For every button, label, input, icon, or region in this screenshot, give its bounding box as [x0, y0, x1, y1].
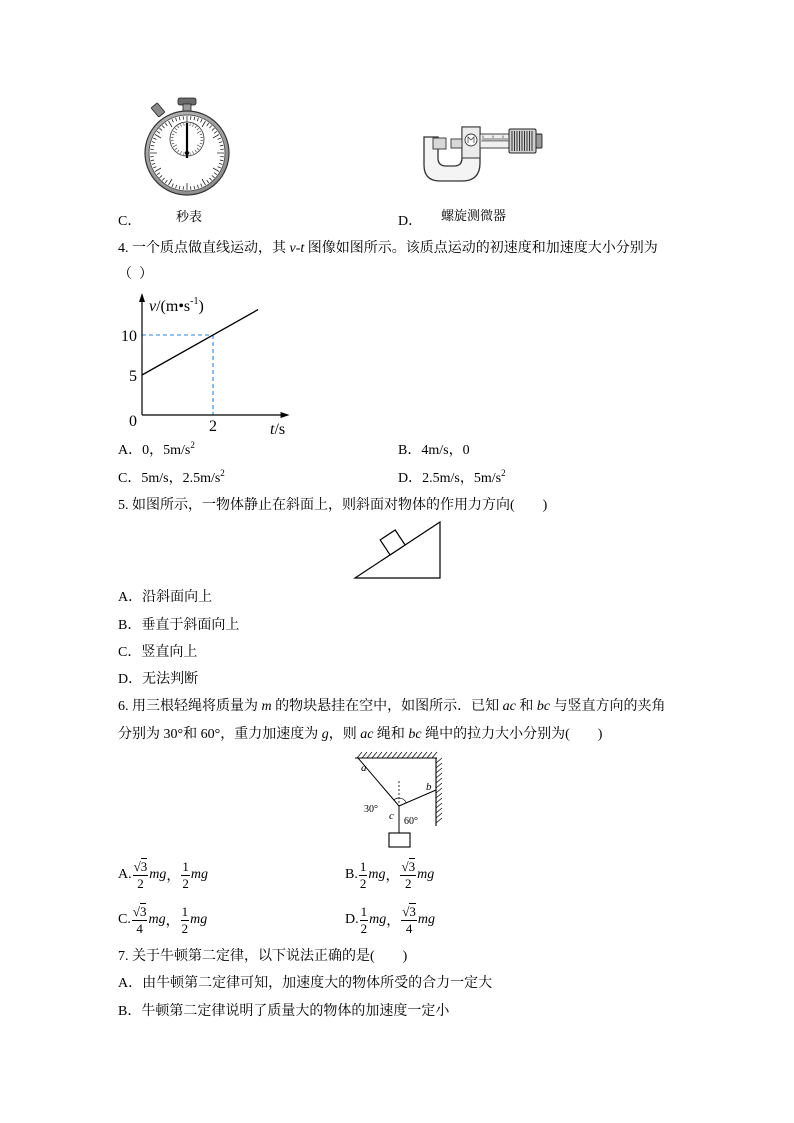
micrometer-icon: [415, 122, 545, 184]
y-tick-label: 10: [121, 328, 137, 345]
x-tick-label: 2: [209, 418, 217, 435]
y-axis-arrow: [139, 293, 145, 302]
q4-option-a: A．0，$5m/s^2$: [118, 440, 195, 458]
ceiling-hatch: [357, 752, 437, 758]
label-point-a: a: [361, 762, 367, 774]
block-on-incline: [380, 530, 405, 555]
angle-arc-bc: [399, 798, 406, 803]
q7-stem: 7. 关于牛顿第二定律，以下说法正确的是( ): [118, 949, 408, 964]
q4-option-c: C．5m/s，$2.5m/s^2$: [118, 468, 225, 486]
q5-option-c: C．竖直向上: [118, 645, 198, 660]
y-tick-label: 5: [129, 368, 137, 385]
micrometer-spindle: [451, 139, 462, 148]
fraction: $\frac{√3}{2}$: [401, 858, 416, 891]
q6-hanging-block-figure: [350, 745, 450, 855]
q3-option-c-letter: C．: [118, 214, 142, 229]
q5-incline-figure: [350, 518, 445, 583]
q6-stem-line1: 6. 用三根轻绳将质量为 m 的物块悬挂在空中，如图所示．已知 ac 和 bc 与竖直方向的夹角: [118, 699, 666, 714]
fraction: $\frac{1}{2}$: [360, 903, 368, 936]
q6-option-b: B. $\frac{1}{2}$ mg ， $\frac{√3}{2}$ mg: [345, 858, 435, 891]
label-point-c: c: [389, 810, 394, 822]
q5-option-d: D．无法判断: [118, 672, 199, 687]
fraction: $\frac{√3}{4}$: [132, 903, 147, 936]
stopwatch-icon: [140, 92, 235, 200]
fraction: $\frac{1}{2}$: [359, 858, 367, 891]
q3-option-d-caption: 螺旋测微器: [441, 208, 507, 223]
label-angle-60: 60°: [404, 816, 418, 827]
y-axis-label: $v/(m•s^{-1})$: [149, 296, 204, 315]
q6-stem-line2: 分别为 30°和 60°，重力加速度为 g，则 ac 绳和 bc 绳中的拉力大小分别为( ): [118, 727, 603, 742]
label-angle-30: 30°: [364, 804, 378, 815]
q4-answer-bracket: （ ）: [118, 267, 153, 282]
q6-option-a: A. $\frac{√3}{2}$ mg ， $\frac{1}{2}$ mg: [118, 858, 209, 891]
velocity-line: [142, 310, 258, 375]
origin-label: 0: [129, 413, 137, 430]
q3-option-d-letter: D．: [398, 214, 423, 229]
fraction: $\frac{√3}{2}$: [133, 858, 148, 891]
q4-option-b: B．4m/s，0: [398, 443, 470, 458]
label-point-b: b: [426, 781, 432, 793]
fraction: $\frac{1}{2}$: [181, 903, 189, 936]
fraction: $\frac{1}{2}$: [182, 858, 189, 891]
micrometer-anvil: [433, 138, 446, 149]
fraction: $\frac{√3}{4}$: [402, 903, 416, 936]
q3-option-c-caption: 秒表: [176, 209, 203, 224]
x-axis-arrow: [281, 412, 290, 418]
q4-option-d: D．2.5m/s，$5m/s^2$: [398, 468, 506, 486]
q4-vt-graph: [100, 285, 300, 440]
q5-stem: 5. 如图所示，一物体静止在斜面上，则斜面对物体的作用力方向( ): [118, 498, 548, 513]
q6-option-c: C. $\frac{√3}{4}$ mg ， $\frac{1}{2}$ mg: [118, 903, 208, 936]
q4-stem: 4. 一个质点做直线运动，其 v-t 图像如图所示。该质点运动的初速度和加速度大小分别为: [118, 241, 658, 256]
q7-option-a: A．由牛顿第二定律可知，加速度大的物体所受的合力一定大: [118, 976, 493, 991]
micrometer-ratchet: [536, 134, 542, 148]
x-axis-label: t/s: [270, 421, 286, 438]
wall-hatch: [436, 758, 442, 823]
q5-option-a: A．沿斜面向上: [118, 590, 213, 605]
q6-option-d: D. $\frac{1}{2}$ mg ， $\frac{√3}{4}$ mg: [345, 903, 436, 936]
hanging-block: [389, 833, 410, 847]
q5-option-b: B．垂直于斜面向上: [118, 618, 240, 633]
angle-arc-ac: [394, 798, 399, 800]
q7-option-b: B．牛顿第二定律说明了质量大的物体的加速度一定小: [118, 1004, 450, 1019]
